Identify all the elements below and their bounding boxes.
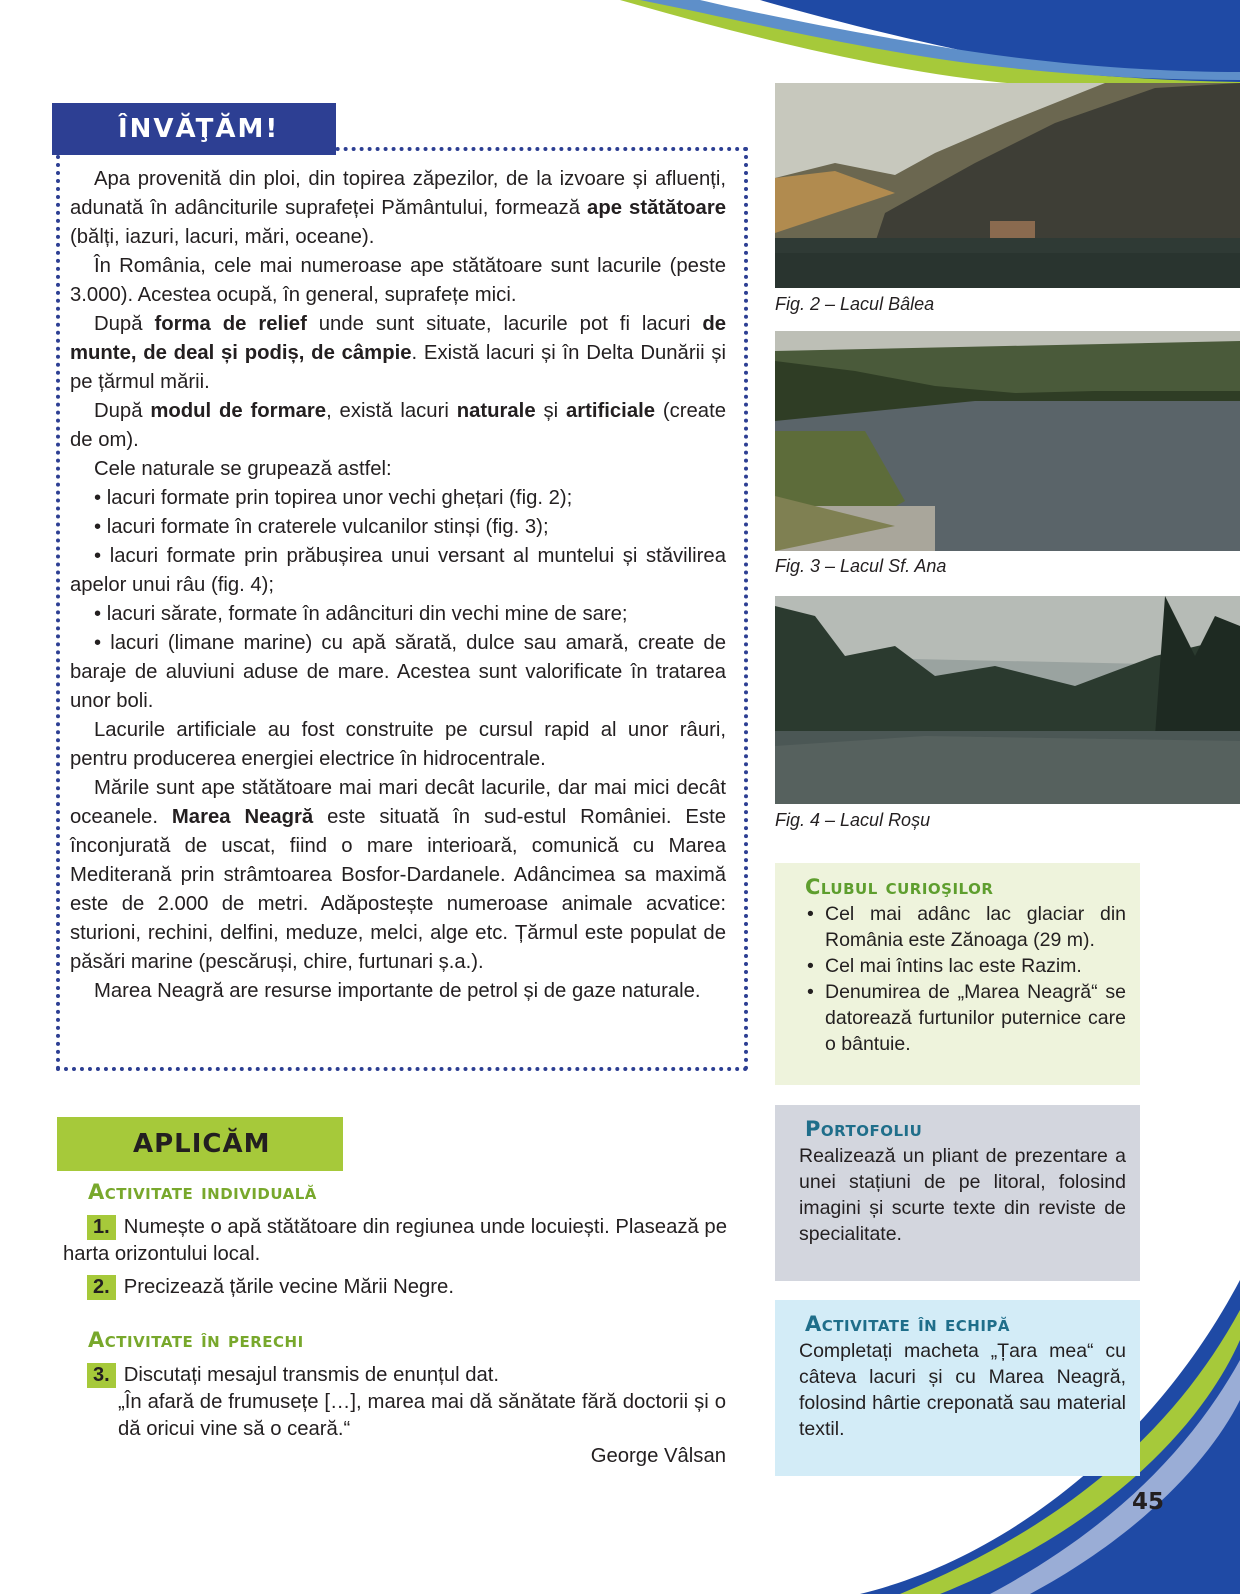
curious-item: • Denumirea de „Marea Neagră“ se datorează furtunilor puternice care o bântuie. [805,979,1126,1057]
text-run: Cele naturale se grupează astfel: [94,458,392,480]
bold-term: Marea Neagră [171,806,314,828]
learn-paragraph [70,252,726,310]
team-title: Activitate în echipă [805,1312,1011,1336]
text-run: • lacuri (limane marine) cu apă sărată, dulce sau amară, create de baraje de aluviuni aduse de mare. Acestea sunt valorificate în tratarea unor boli. [70,632,726,712]
apply-heading: APLICĂM [57,1117,343,1171]
text-run: • lacuri formate prin topirea unor vechi ghețari (fig. 2); [94,487,573,509]
bold-term: modul de formare [150,400,327,422]
bold-term: de munte, de deal și podiș, de câmpie [70,313,726,364]
text-run: • lacuri formate prin prăbușirea unui versant al muntelui și stăvilirea apelor unui râu (fig. 4); [70,545,726,596]
text-run: Apa provenită din ploi, din topirea zăpezilor, de la izvoare și afluenți, adunată în adânciturile suprafeței Pământului, formează [70,168,726,219]
learn-paragraph [70,977,726,1006]
bold-term: artificiale [565,400,656,422]
photo-lacul-sf-ana [775,331,1240,551]
curious-list [805,901,1126,1057]
learn-paragraph [70,542,726,600]
text-run: Lacurile artificiale au fost construite pe cursul rapid al unor râuri, pentru producerea energiei electrice în hidrocentrale. [70,719,726,770]
task-3 [87,1362,727,1389]
task-text: Numește o apă stătătoare din regiunea unde locuiești. Plasează pe harta orizontului local. [63,1216,727,1265]
portfolio-box [775,1105,1140,1281]
text-run: Marea Neagră are resurse importante de petrol și de gaze naturale. [94,980,701,1002]
text-run: • lacuri formate în craterele vulcanilor stinși (fig. 3); [94,516,549,538]
task-2 [87,1274,727,1301]
learn-paragraph [70,774,726,977]
portfolio-title: Portofoliu [805,1117,923,1141]
task-number: 3. [87,1363,116,1388]
quote-author: George Vâlsan [590,1445,726,1467]
team-box [775,1300,1140,1476]
curious-box [775,863,1140,1085]
text-run: După [94,313,155,335]
learn-paragraph [70,629,726,716]
text-run: este situată în sud-estul României. Este înconjurată de uscat, fiind o mare interioară, comunică cu Marea Mediterană prin strâmtoarea Bosfor-Dardanele. Adâncimea sa maximă este de 2.000 de metri. Adăpostește numeroase animale acvatice: sturioni, rechini, delfini, meduze, melci, alge etc. Țărmul este populat de păsări marine (pescăruși, chire, furtunari ș.a.). [70,806,726,973]
learn-paragraph [70,165,726,252]
learn-paragraph [70,600,726,629]
bold-term: forma de relief [154,313,307,335]
text-run: În România, cele mai numeroase ape stătătoare sunt lacurile (peste 3.000). Acestea ocupă, în general, suprafețe mici. [70,255,726,306]
photo-lacul-rosu [775,596,1240,804]
quote: „În afară de frumusețe […], marea mai dă sănătate fără doctorii și o dă oricui vine să o ceară.“ [118,1391,726,1440]
task-number: 2. [87,1275,116,1300]
learn-paragraph [70,484,726,513]
page-number: 45 [1132,1489,1165,1515]
learn-text [70,165,726,1006]
task-number: 1. [87,1215,116,1240]
pairs-activity-title: Activitate în perechi [88,1328,304,1352]
learn-paragraph [70,455,726,484]
task-text: Precizează țările vecine Mării Negre. [123,1276,454,1298]
task-text: Discutați mesajul transmis de enunțul dat. [123,1364,500,1386]
learn-heading: ÎNVĂŢĂM! [52,103,336,155]
portfolio-text: Realizează un pliant de prezentare a unei stațiuni de pe litoral, folosind imagini și scurte texte din reviste de specialitate. [799,1145,1126,1245]
photo-lacul-balea [775,83,1240,288]
learn-paragraph [70,310,726,397]
text-run: După [94,400,151,422]
text-run: • lacuri sărate, formate în adâncituri din vechi mine de sare; [94,603,628,625]
bold-term: ape stătătoare [587,197,726,219]
individual-activity-title: Activitate individuală [88,1180,317,1204]
text-run: . Există lacuri și în Delta Dunării și pe țărmul mării. [70,342,726,393]
text-run: (bălți, iazuri, lacuri, mări, oceane). [70,226,375,248]
text-run: și [535,400,566,422]
text-run: Mările sunt ape stătătoare mai mari decât lacurile, dar mai mici decât oceanele. [70,777,726,828]
text-run: (create de om). [70,400,726,451]
team-text: Completați macheta „Țara mea“ cu câteva lacuri și cu Marea Neagră, folosind hârtie creponată sau material textil. [799,1340,1126,1440]
fig4-caption: Fig. 4 – Lacul Roșu [775,810,931,830]
fig3-caption: Fig. 3 – Lacul Sf. Ana [775,556,947,576]
learn-paragraph [70,716,726,774]
learn-paragraph [70,513,726,542]
text-run: unde sunt situate, lacurile pot fi lacuri [306,313,703,335]
curious-item: • Cel mai adânc lac glaciar din România este Zănoaga (29 m). [805,901,1126,953]
learn-paragraph [70,397,726,455]
curious-title: Clubul curioşilor [805,875,994,899]
task-1 [63,1214,727,1268]
fig2-caption: Fig. 2 – Lacul Bâlea [775,294,935,314]
bold-term: naturale [456,400,536,422]
text-run: , există lacuri [326,400,457,422]
curious-item: • Cel mai întins lac este Razim. [805,953,1126,979]
